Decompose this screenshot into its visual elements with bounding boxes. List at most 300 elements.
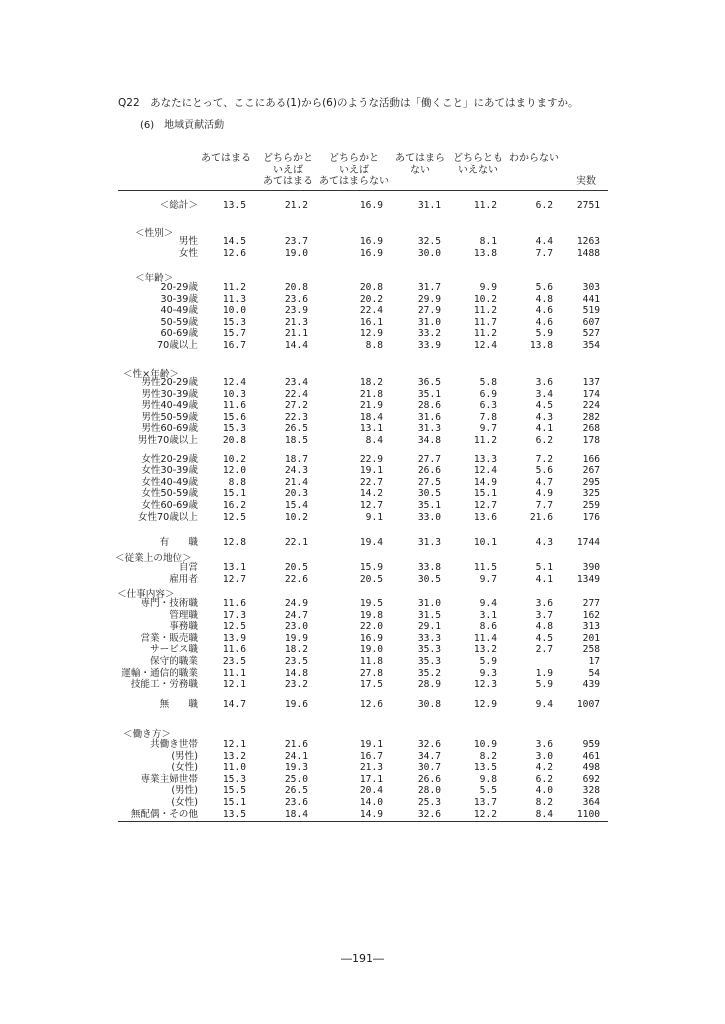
table-cell: 8.4 xyxy=(535,808,553,820)
table-cell: 31.7 xyxy=(417,282,441,293)
table-cell: 30.7 xyxy=(417,762,441,774)
table-cell: 26.5 xyxy=(284,785,308,797)
table-cell: 2751 xyxy=(576,200,600,211)
row-label: 自営 xyxy=(178,562,198,573)
table-cell: 258 xyxy=(582,644,600,656)
section-label: ＜性別＞ xyxy=(135,228,174,239)
table-cell: 5.1 xyxy=(535,562,553,573)
table-row xyxy=(0,610,725,622)
table-cell: 12.0 xyxy=(222,465,246,477)
table-cell: 12.6 xyxy=(222,247,246,259)
table-row xyxy=(0,248,725,260)
table-row xyxy=(0,656,725,668)
table-cell: 328 xyxy=(582,785,600,797)
table-cell: 12.6 xyxy=(359,699,383,710)
row-label: 女性60-69歳 xyxy=(141,499,198,511)
table-cell: 34.7 xyxy=(417,750,441,762)
table-cell: 1.9 xyxy=(535,667,553,679)
table-cell: 5.9 xyxy=(535,679,553,691)
table-cell: 26.6 xyxy=(417,465,441,477)
row-label: 無配偶・その他 xyxy=(130,808,198,820)
table-cell: 7.7 xyxy=(535,499,553,511)
row-label: (男性) xyxy=(171,785,198,797)
table-row xyxy=(0,574,725,586)
table-cell: 259 xyxy=(582,499,600,511)
table-cell: 19.8 xyxy=(359,609,383,621)
table-row xyxy=(0,200,725,212)
table-cell: 30.5 xyxy=(417,573,441,585)
table-cell: 11.2 xyxy=(222,282,246,293)
table-cell: 16.7 xyxy=(222,340,246,351)
row-label: (女性) xyxy=(171,762,198,774)
table-cell: 25.3 xyxy=(417,797,441,808)
row-label: 管理職 xyxy=(169,609,198,621)
table-row xyxy=(0,774,725,786)
table-cell: 18.5 xyxy=(284,435,308,446)
row-label: (女性) xyxy=(171,797,198,808)
table-cell: 10.2 xyxy=(222,453,246,465)
table-row xyxy=(0,751,725,763)
table-cell: 12.2 xyxy=(473,808,497,820)
table-cell: 18.2 xyxy=(359,377,383,388)
table-cell: 3.6 xyxy=(535,377,553,388)
table-cell: 4.6 xyxy=(535,316,553,328)
table-cell: 527 xyxy=(582,328,600,340)
table-cell: 18.7 xyxy=(284,453,308,465)
table-cell: 7.8 xyxy=(479,411,497,423)
table-cell: 12.5 xyxy=(222,511,246,523)
table-cell: 12.4 xyxy=(222,377,246,388)
table-cell: 390 xyxy=(582,562,600,573)
table-cell: 35.1 xyxy=(417,499,441,511)
table-cell: 4.5 xyxy=(535,632,553,644)
table-cell: 8.4 xyxy=(365,435,383,446)
table-cell: 4.3 xyxy=(535,537,553,548)
table-cell: 34.8 xyxy=(417,435,441,446)
table-cell: 30.8 xyxy=(417,699,441,710)
table-cell: 13.1 xyxy=(359,423,383,435)
column-header: あてはまる xyxy=(201,153,251,164)
row-label: 専門・技術職 xyxy=(140,598,198,609)
table-cell: 14.7 xyxy=(222,699,246,710)
table-row xyxy=(0,739,725,751)
page-number: ―191― xyxy=(341,952,384,965)
row-label: 男性40-49歳 xyxy=(141,400,198,412)
table-row xyxy=(0,412,725,424)
table-cell: 162 xyxy=(582,609,600,621)
table-cell: 267 xyxy=(582,465,600,477)
row-label: 有 職 xyxy=(159,537,198,548)
table-cell: 8.2 xyxy=(479,750,497,762)
table-cell: 23.4 xyxy=(284,377,308,388)
table-cell: 166 xyxy=(582,453,600,465)
table-cell: 2.7 xyxy=(535,644,553,656)
table-cell: 22.3 xyxy=(284,411,308,423)
table-cell: 13.5 xyxy=(222,808,246,820)
table-cell: 17.3 xyxy=(222,609,246,621)
table-cell: 20.4 xyxy=(359,785,383,797)
row-label: 男性50-59歳 xyxy=(141,411,198,423)
table-cell: 1488 xyxy=(576,247,600,259)
row-label: 男性30-39歳 xyxy=(141,388,198,400)
table-cell: 13.5 xyxy=(222,200,246,211)
row-label: 女性40-49歳 xyxy=(141,476,198,488)
table-cell: 13.6 xyxy=(473,511,497,523)
row-label: 技能工・労務職 xyxy=(130,679,198,691)
table-cell: 461 xyxy=(582,750,600,762)
row-label: 共働き世帯 xyxy=(150,739,198,750)
table-row xyxy=(0,809,725,821)
table-cell: 27.8 xyxy=(359,667,383,679)
table-cell: 13.8 xyxy=(473,247,497,259)
table-cell: 20.3 xyxy=(284,488,308,500)
table-cell: 17.5 xyxy=(359,679,383,691)
table-cell: 21.9 xyxy=(359,400,383,412)
table-cell: 12.7 xyxy=(222,573,246,585)
table-row xyxy=(0,340,725,352)
table-cell: 33.8 xyxy=(417,562,441,573)
table-cell: 23.7 xyxy=(284,236,308,247)
table-cell: 31.3 xyxy=(417,537,441,548)
table-cell: 11.3 xyxy=(222,293,246,305)
table-cell: 11.2 xyxy=(473,328,497,340)
table-row xyxy=(0,797,725,809)
table-cell: 12.9 xyxy=(359,328,383,340)
table-cell: 4.8 xyxy=(535,621,553,633)
table-cell: 4.6 xyxy=(535,305,553,317)
table-cell: 11.7 xyxy=(473,316,497,328)
table-row xyxy=(0,236,725,248)
column-header: どちらかと いえば あてはまらない xyxy=(319,153,389,187)
table-cell: 15.9 xyxy=(359,562,383,573)
table-cell: 1263 xyxy=(576,236,600,247)
table-cell: 24.7 xyxy=(284,609,308,621)
table-cell: 224 xyxy=(582,400,600,412)
table-cell: 176 xyxy=(582,511,600,523)
table-cell: 15.6 xyxy=(222,411,246,423)
table-cell: 13.2 xyxy=(222,750,246,762)
table-cell: 32.6 xyxy=(417,808,441,820)
table-cell: 14.9 xyxy=(473,476,497,488)
table-cell: 3.6 xyxy=(535,739,553,750)
table-cell: 28.0 xyxy=(417,785,441,797)
table-cell: 15.3 xyxy=(222,316,246,328)
table-cell: 8.8 xyxy=(365,340,383,351)
table-cell: 959 xyxy=(582,739,600,750)
table-cell: 268 xyxy=(582,423,600,435)
table-cell: 23.5 xyxy=(284,656,308,667)
table-cell: 18.2 xyxy=(284,644,308,656)
table-cell: 178 xyxy=(582,435,600,446)
row-label: サービス職 xyxy=(150,644,198,656)
table-cell: 11.5 xyxy=(473,562,497,573)
table-cell: 23.0 xyxy=(284,621,308,633)
table-cell: 11.0 xyxy=(222,762,246,774)
table-row xyxy=(0,377,725,389)
row-label: 30-39歳 xyxy=(160,293,198,305)
table-row xyxy=(0,785,725,797)
table-cell: 33.9 xyxy=(417,340,441,351)
row-label: ＜総計＞ xyxy=(159,200,198,211)
row-label: 事務職 xyxy=(169,621,198,633)
table-cell: 13.9 xyxy=(222,632,246,644)
row-label: 50-59歳 xyxy=(160,316,198,328)
table-cell: 4.2 xyxy=(535,762,553,774)
table-cell: 22.1 xyxy=(284,537,308,548)
table-row xyxy=(0,423,725,435)
table-cell: 201 xyxy=(582,632,600,644)
table-cell: 5.9 xyxy=(535,328,553,340)
table-row xyxy=(0,389,725,401)
table-cell: 27.2 xyxy=(284,400,308,412)
table-cell: 19.3 xyxy=(284,762,308,774)
table-cell: 33.0 xyxy=(417,511,441,523)
table-cell: 19.0 xyxy=(359,644,383,656)
table-cell: 19.6 xyxy=(284,699,308,710)
table-cell: 1100 xyxy=(576,808,600,820)
table-row xyxy=(0,537,725,549)
table-cell: 27.5 xyxy=(417,476,441,488)
table-cell: 11.2 xyxy=(473,435,497,446)
table-cell: 13.7 xyxy=(473,797,497,808)
table-cell: 5.6 xyxy=(535,465,553,477)
table-cell: 21.6 xyxy=(284,739,308,750)
table-cell: 15.5 xyxy=(222,785,246,797)
table-cell: 13.3 xyxy=(473,453,497,465)
table-cell: 6.2 xyxy=(535,773,553,785)
table-cell: 21.8 xyxy=(359,388,383,400)
table-cell: 14.8 xyxy=(284,667,308,679)
table-cell: 25.0 xyxy=(284,773,308,785)
table-cell: 15.1 xyxy=(222,488,246,500)
table-cell: 20.8 xyxy=(359,282,383,293)
table-cell: 14.0 xyxy=(359,797,383,808)
table-cell: 24.9 xyxy=(284,598,308,609)
table-cell: 19.4 xyxy=(359,537,383,548)
table-cell: 11.6 xyxy=(222,598,246,609)
table-cell: 3.4 xyxy=(535,388,553,400)
table-cell: 31.0 xyxy=(417,598,441,609)
table-cell: 31.6 xyxy=(417,411,441,423)
table-cell: 33.3 xyxy=(417,632,441,644)
table-cell: 12.9 xyxy=(473,699,497,710)
table-row xyxy=(0,454,725,466)
table-cell: 441 xyxy=(582,293,600,305)
row-label: 40-49歳 xyxy=(160,305,198,317)
table-cell: 3.0 xyxy=(535,750,553,762)
table-cell: 295 xyxy=(582,476,600,488)
row-label: 男性60-69歳 xyxy=(141,423,198,435)
table-cell: 15.4 xyxy=(284,499,308,511)
table-cell: 9.4 xyxy=(535,699,553,710)
table-cell: 17 xyxy=(588,656,600,667)
table-cell: 9.8 xyxy=(479,773,497,785)
table-cell: 11.2 xyxy=(473,200,497,211)
table-cell: 35.1 xyxy=(417,388,441,400)
table-cell: 33.2 xyxy=(417,328,441,340)
table-cell: 277 xyxy=(582,598,600,609)
row-label: 雇用者 xyxy=(169,573,198,585)
table-cell: 8.6 xyxy=(479,621,497,633)
table-cell: 8.8 xyxy=(228,476,246,488)
table-cell: 22.7 xyxy=(359,476,383,488)
table-cell: 4.1 xyxy=(535,573,553,585)
table-cell: 12.8 xyxy=(222,537,246,548)
table-cell: 31.5 xyxy=(417,609,441,621)
table-cell: 16.9 xyxy=(359,236,383,247)
table-cell: 23.9 xyxy=(284,305,308,317)
table-cell: 12.1 xyxy=(222,739,246,750)
table-cell: 9.7 xyxy=(479,573,497,585)
table-cell: 21.2 xyxy=(284,200,308,211)
table-row xyxy=(0,762,725,774)
question-text: Q22 あなたにとって、ここにある(1)から(6)のような活動は「働くこと」にあてはまりますか。 xyxy=(118,97,579,109)
table-cell: 28.6 xyxy=(417,400,441,412)
row-label: 女性20-29歳 xyxy=(141,453,198,465)
table-cell: 20.8 xyxy=(284,282,308,293)
table-cell: 23.6 xyxy=(284,293,308,305)
table-cell: 9.4 xyxy=(479,598,497,609)
table-cell: 29.9 xyxy=(417,293,441,305)
table-cell: 354 xyxy=(582,340,600,351)
table-cell: 4.8 xyxy=(535,293,553,305)
table-cell: 20.5 xyxy=(284,562,308,573)
table-cell: 11.6 xyxy=(222,400,246,412)
table-cell: 7.2 xyxy=(535,453,553,465)
table-cell: 14.9 xyxy=(359,808,383,820)
table-row xyxy=(0,500,725,512)
table-cell: 10.3 xyxy=(222,388,246,400)
table-cell: 439 xyxy=(582,679,600,691)
row-label: 女性 xyxy=(178,247,198,259)
table-cell: 31.0 xyxy=(417,316,441,328)
row-label: (男性) xyxy=(171,750,198,762)
table-cell: 364 xyxy=(582,797,600,808)
table-cell: 3.7 xyxy=(535,609,553,621)
table-cell: 19.0 xyxy=(284,247,308,259)
row-label: 専業主婦世帯 xyxy=(140,773,198,785)
table-cell: 10.0 xyxy=(222,305,246,317)
table-cell: 23.6 xyxy=(284,797,308,808)
table-cell: 174 xyxy=(582,388,600,400)
table-cell: 11.4 xyxy=(473,632,497,644)
table-cell: 21.6 xyxy=(529,511,553,523)
table-row xyxy=(0,633,725,645)
table-cell: 137 xyxy=(582,377,600,388)
table-cell: 23.5 xyxy=(222,656,246,667)
table-cell: 29.1 xyxy=(417,621,441,633)
table-cell: 6.3 xyxy=(479,400,497,412)
table-cell: 12.4 xyxy=(473,465,497,477)
table-row xyxy=(0,317,725,329)
table-row xyxy=(0,477,725,489)
table-cell: 6.9 xyxy=(479,388,497,400)
table-cell: 12.1 xyxy=(222,679,246,691)
table-cell: 10.9 xyxy=(473,739,497,750)
table-cell: 20.5 xyxy=(359,573,383,585)
table-cell: 20.8 xyxy=(222,435,246,446)
table-cell: 30.5 xyxy=(417,488,441,500)
column-header: わからない xyxy=(509,153,559,164)
table-cell: 27.9 xyxy=(417,305,441,317)
table-row xyxy=(0,679,725,691)
table-cell: 9.3 xyxy=(479,667,497,679)
row-label: 70歳以上 xyxy=(157,340,198,351)
table-cell: 13.8 xyxy=(529,340,553,351)
table-cell: 24.1 xyxy=(284,750,308,762)
table-cell: 35.2 xyxy=(417,667,441,679)
table-cell: 13.1 xyxy=(222,562,246,573)
table-cell: 19.1 xyxy=(359,465,383,477)
table-cell: 4.0 xyxy=(535,785,553,797)
table-cell: 22.4 xyxy=(284,388,308,400)
row-label: 無 職 xyxy=(159,699,198,710)
table-cell: 15.1 xyxy=(473,488,497,500)
column-header: どちらかと いえば あてはまる xyxy=(263,153,313,187)
table-cell: 26.6 xyxy=(417,773,441,785)
column-header: あてはまら ない xyxy=(395,153,445,176)
table-cell: 28.9 xyxy=(417,679,441,691)
table-cell: 21.3 xyxy=(284,316,308,328)
table-cell: 15.1 xyxy=(222,797,246,808)
table-cell: 313 xyxy=(582,621,600,633)
table-cell: 6.2 xyxy=(535,435,553,446)
table-cell: 22.9 xyxy=(359,453,383,465)
table-row xyxy=(0,699,725,711)
table-cell: 19.1 xyxy=(359,739,383,750)
table-cell: 11.2 xyxy=(473,305,497,317)
table-cell: 22.0 xyxy=(359,621,383,633)
table-cell: 18.4 xyxy=(284,808,308,820)
table-cell: 12.3 xyxy=(473,679,497,691)
table-cell: 8.2 xyxy=(535,797,553,808)
table-cell: 31.1 xyxy=(417,200,441,211)
section-label: ＜年齢＞ xyxy=(135,273,174,284)
header-rule xyxy=(118,190,608,191)
table-cell: 14.2 xyxy=(359,488,383,500)
table-cell: 15.7 xyxy=(222,328,246,340)
table-cell: 11.6 xyxy=(222,644,246,656)
table-row xyxy=(0,465,725,477)
row-label: 60-69歳 xyxy=(160,328,198,340)
table-cell: 20.2 xyxy=(359,293,383,305)
table-cell: 32.5 xyxy=(417,236,441,247)
table-cell: 35.3 xyxy=(417,644,441,656)
table-cell: 10.1 xyxy=(473,537,497,548)
table-cell: 12.7 xyxy=(473,499,497,511)
row-label: 保守的職業 xyxy=(150,656,198,667)
table-cell: 19.9 xyxy=(284,632,308,644)
table-cell: 3.6 xyxy=(535,598,553,609)
table-cell: 35.3 xyxy=(417,656,441,667)
table-cell: 4.9 xyxy=(535,488,553,500)
section-label: ＜働き方＞ xyxy=(123,729,171,740)
table-cell: 32.6 xyxy=(417,739,441,750)
row-label: 女性70歳以上 xyxy=(137,511,198,523)
table-cell: 31.3 xyxy=(417,423,441,435)
table-row xyxy=(0,644,725,656)
table-cell: 27.7 xyxy=(417,453,441,465)
table-cell: 24.3 xyxy=(284,465,308,477)
table-cell: 15.3 xyxy=(222,423,246,435)
table-cell: 12.7 xyxy=(359,499,383,511)
table-cell: 5.6 xyxy=(535,282,553,293)
table-cell: 5.5 xyxy=(479,785,497,797)
section-label: ＜従業上の地位＞ xyxy=(115,553,192,564)
table-row xyxy=(0,488,725,500)
row-label: 男性70歳以上 xyxy=(137,435,198,446)
table-cell: 21.3 xyxy=(359,762,383,774)
